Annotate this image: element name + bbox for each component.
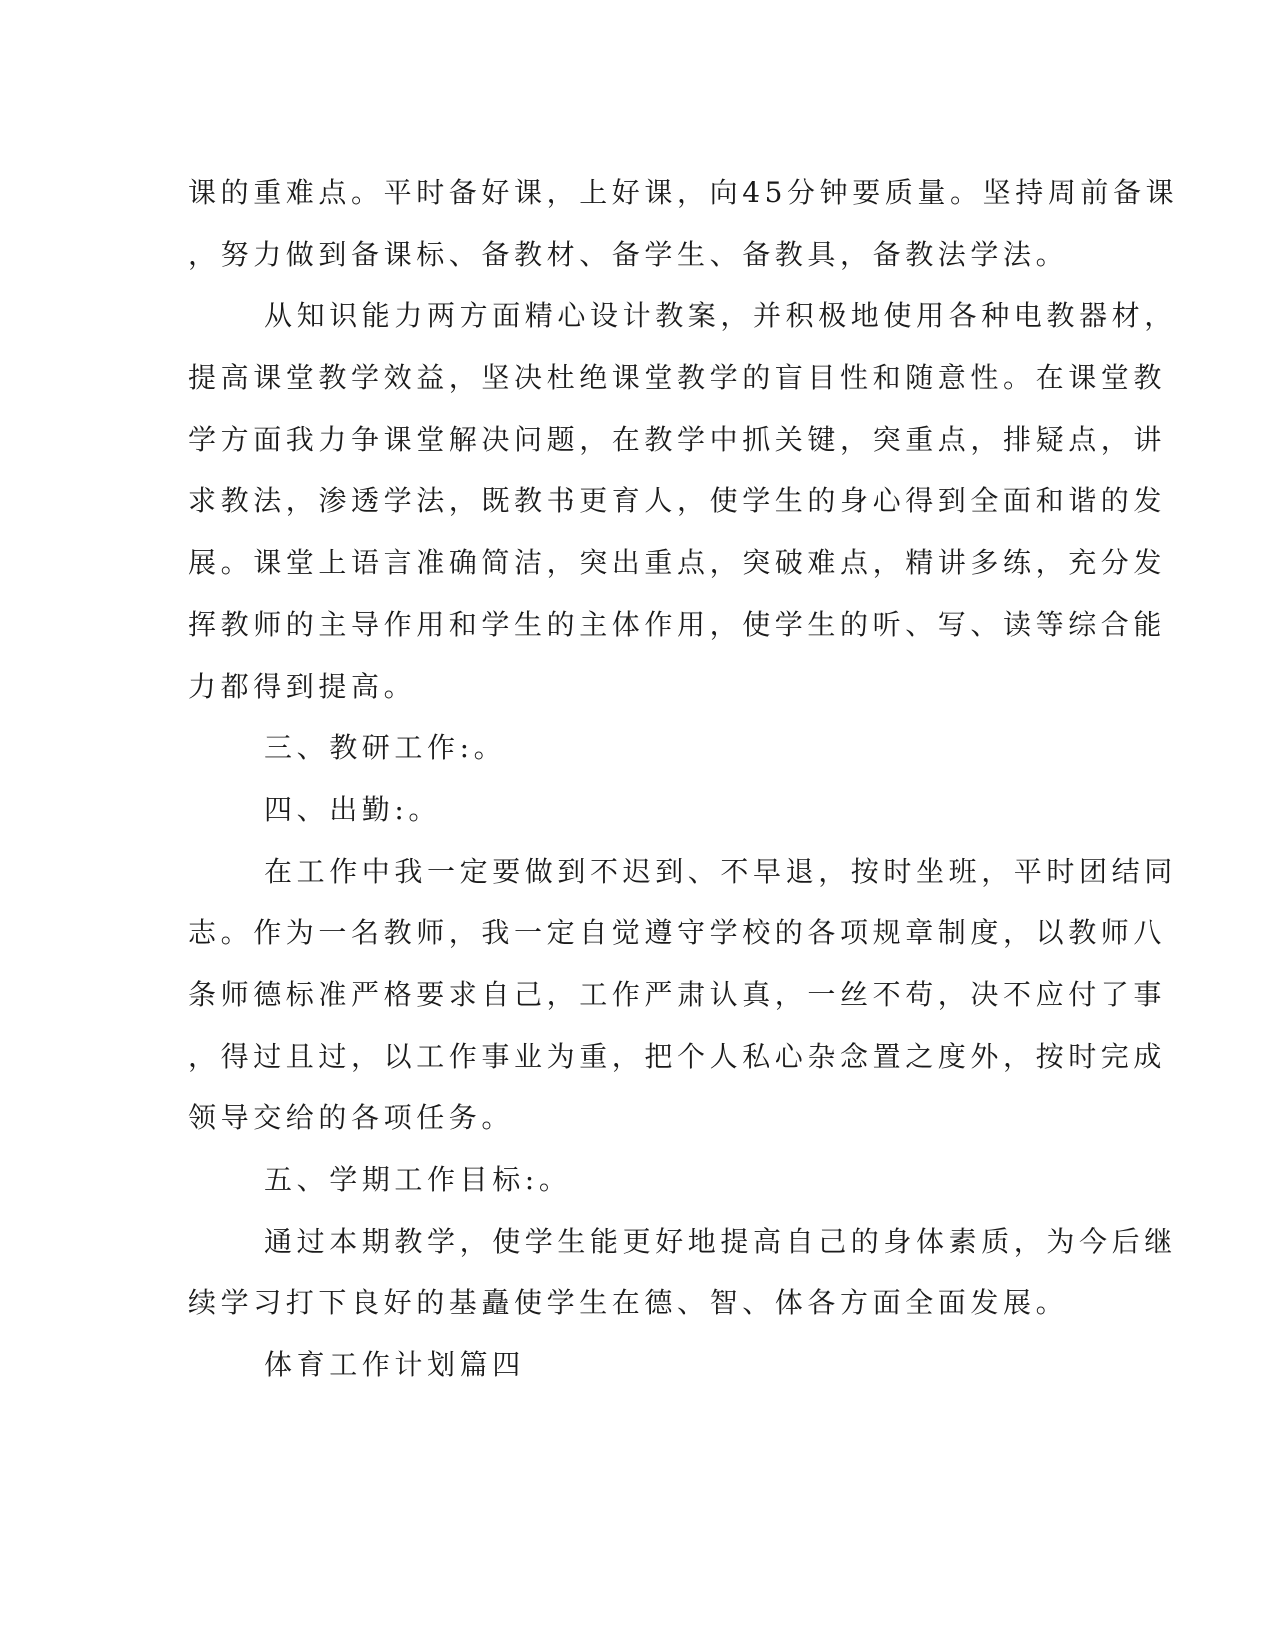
text-line: 力都得到提高。 bbox=[188, 669, 417, 703]
text-line: 条师德标准严格要求自己，工作严肃认真，一丝不苟，决不应付了事 bbox=[188, 977, 1167, 1011]
section-heading-attendance: 四、出勤:。 bbox=[264, 792, 442, 826]
section-heading-research: 三、教研工作:。 bbox=[264, 731, 507, 765]
text-line: 学方面我力争课堂解决问题，在教学中抓关键，突重点，排疑点，讲 bbox=[188, 422, 1167, 456]
text-line: ，得过且过，以工作事业为重，把个人私心杂念置之度外，按时完成 bbox=[188, 1039, 1167, 1073]
text-line: 续学习打下良好的基矗使学生在德、智、体各方面全面发展。 bbox=[188, 1286, 1069, 1320]
section-heading-goals: 五、学期工作目标:。 bbox=[264, 1163, 572, 1196]
paragraph-start-line: 通过本期教学，使学生能更好地提高自己的身体素质，为今后继 bbox=[264, 1224, 1177, 1258]
text-line: 挥教师的主导作用和学生的主体作用，使学生的听、写、读等综合能 bbox=[188, 607, 1167, 641]
text-line: 志。作为一名教师，我一定自觉遵守学校的各项规章制度，以教师八 bbox=[188, 916, 1167, 950]
paragraph-start-line: 从知识能力两方面精心设计教案，并积极地使用各种电教器材， bbox=[264, 299, 1177, 333]
chapter-title: 体育工作计划篇四 bbox=[264, 1348, 525, 1382]
text-line: 课的重难点。平时备好课，上好课，向45分钟要质量。坚持周前备课 bbox=[188, 176, 1179, 209]
text-line: 领导交给的各项任务。 bbox=[188, 1101, 515, 1135]
text-line: 展。课堂上语言准确简洁，突出重点，突破难点，精讲多练，充分发 bbox=[188, 546, 1167, 580]
text-line: 求教法，渗透学法，既教书更育人，使学生的身心得到全面和谐的发 bbox=[188, 484, 1167, 518]
paragraph-start-line: 在工作中我一定要做到不迟到、不早退，按时坐班，平时团结同 bbox=[264, 854, 1177, 888]
document-body bbox=[188, 162, 1179, 1396]
text-line: 提高课堂教学效益，坚决杜绝课堂教学的盲目性和随意性。在课堂教 bbox=[188, 361, 1167, 395]
text-line: ，努力做到备课标、备教材、备学生、备教具，备教法学法。 bbox=[188, 237, 1069, 271]
